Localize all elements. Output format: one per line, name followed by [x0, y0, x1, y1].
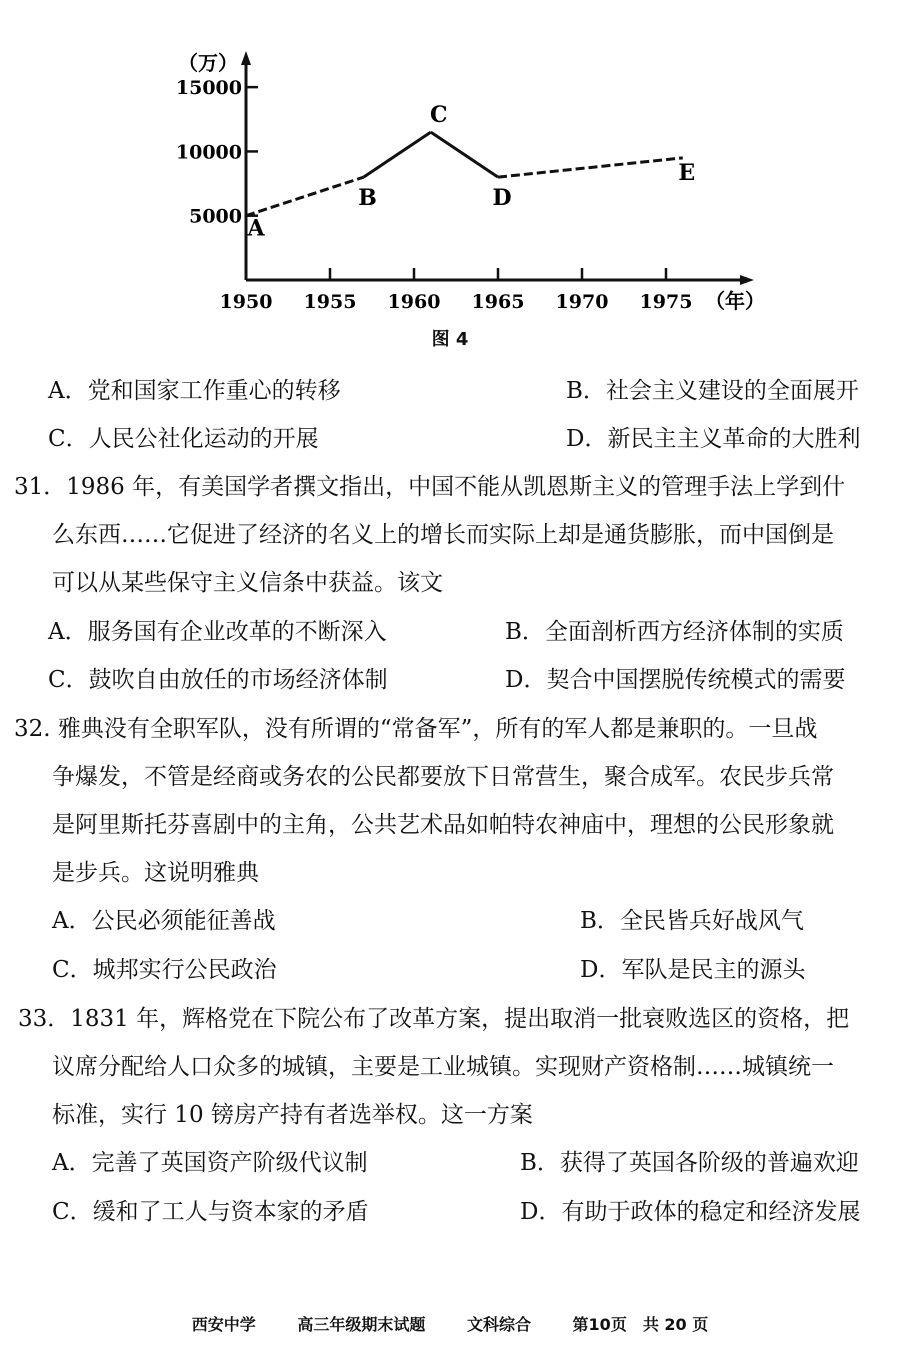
chart-series-line [246, 132, 683, 216]
x-tick-label: 1960 [387, 291, 441, 313]
series-segment [498, 158, 683, 177]
y-axis-unit: （万） [178, 51, 238, 75]
q32-option-a[interactable]: A．公民必须能征善战 [52, 908, 276, 934]
q33-option-d[interactable]: D．有助于政体的稳定和经济发展 [520, 1199, 861, 1225]
x-tick-label: 1955 [303, 291, 357, 313]
series-segment [364, 132, 431, 177]
point-label-e: E [678, 159, 696, 186]
footer-subject: 文科综合 [466, 1315, 531, 1334]
footer-page-number: 第10页 共 20 页 [572, 1315, 709, 1334]
footer-school: 西安中学 [191, 1315, 256, 1334]
page-footer [0, 1312, 900, 1335]
q31-option-d[interactable]: D．契合中国摆脱传统模式的需要 [505, 667, 846, 693]
q32-stem-line-3: 是阿里斯托芬喜剧中的主角，公共艺术品如帕特农神庙中，理想的公民形象就 [52, 812, 834, 838]
q31-stem-line-2: 么东西……它促进了经济的名义上的增长而实际上却是通货膨胀，而中国倒是 [52, 522, 834, 548]
figure-caption: 图 4 [431, 329, 469, 350]
y-tick-label: 5000 [189, 205, 242, 228]
q32-option-d[interactable]: D．军队是民主的源头 [580, 957, 806, 983]
series-segment [431, 132, 498, 177]
q33-stem-line-2: 议席分配给人口众多的城镇，主要是工业城镇。实现财产资格制……城镇统一 [52, 1054, 834, 1080]
x-tick-label: 1975 [639, 291, 693, 313]
chart-axes [241, 51, 754, 285]
q33-stem-line-1: 33．1831 年，辉格党在下院公布了改革方案，提出取消一批衰败选区的资格，把 [18, 1006, 850, 1032]
q33-option-c[interactable]: C．缓和了工人与资本家的矛盾 [52, 1199, 369, 1225]
chart-point-labels [246, 102, 695, 242]
point-label-b: B [358, 185, 377, 212]
q32-stem-line-4: 是步兵。这说明雅典 [52, 860, 259, 886]
q31-stem-line-3: 可以从某些保守主义信条中获益。该文 [52, 570, 443, 596]
q32-option-b[interactable]: B．全民皆兵好战风气 [580, 908, 804, 934]
q30-option-d[interactable]: D．新民主主义革命的大胜利 [566, 426, 861, 452]
q32-option-c[interactable]: C．城邦实行公民政治 [52, 957, 277, 983]
q31-option-a[interactable]: A．服务国有企业改革的不断深入 [48, 619, 387, 645]
footer-exam: 高三年级期末试题 [297, 1315, 426, 1334]
y-axis-arrow [241, 51, 251, 65]
q32-stem-line-1: 32. 雅典没有全职军队，没有所谓的“常备军”，所有的军人都是兼职的。一旦战 [14, 716, 818, 742]
q31-option-c[interactable]: C．鼓吹自由放任的市场经济体制 [48, 667, 388, 693]
q32-stem-line-2: 争爆发，不管是经商或务农的公民都要放下日常营生，聚合成军。农民步兵常 [52, 764, 834, 790]
x-axis-arrow [740, 275, 754, 285]
q31-stem-line-1: 31．1986 年，有美国学者撰文指出，中国不能从凯恩斯主义的管理手法上学到什 [14, 474, 846, 500]
q33-option-b[interactable]: B．获得了英国各阶级的普遍欢迎 [520, 1150, 859, 1176]
population-line-chart [150, 40, 800, 330]
x-tick-label: 1965 [471, 291, 525, 313]
y-tick-label: 10000 [175, 141, 242, 164]
q30-option-c[interactable]: C．人民公社化运动的开展 [48, 426, 319, 452]
y-tick-label: 15000 [175, 77, 242, 100]
x-axis-unit: （年） [705, 289, 765, 313]
q30-option-b[interactable]: B．社会主义建设的全面展开 [566, 378, 859, 404]
q31-option-b[interactable]: B．全面剖析西方经济体制的实质 [505, 619, 844, 645]
point-label-a: A [247, 215, 265, 242]
x-tick-label: 1970 [555, 291, 609, 313]
series-segment [246, 177, 364, 216]
x-tick-label: 1950 [219, 291, 273, 313]
q33-stem-line-3: 标准，实行 10 镑房产持有者选举权。这一方案 [52, 1102, 533, 1128]
point-label-d: D [492, 185, 512, 212]
q33-option-a[interactable]: A．完善了英国资产阶级代议制 [52, 1150, 368, 1176]
q30-option-a[interactable]: A．党和国家工作重心的转移 [48, 378, 341, 404]
point-label-c: C [430, 102, 448, 129]
